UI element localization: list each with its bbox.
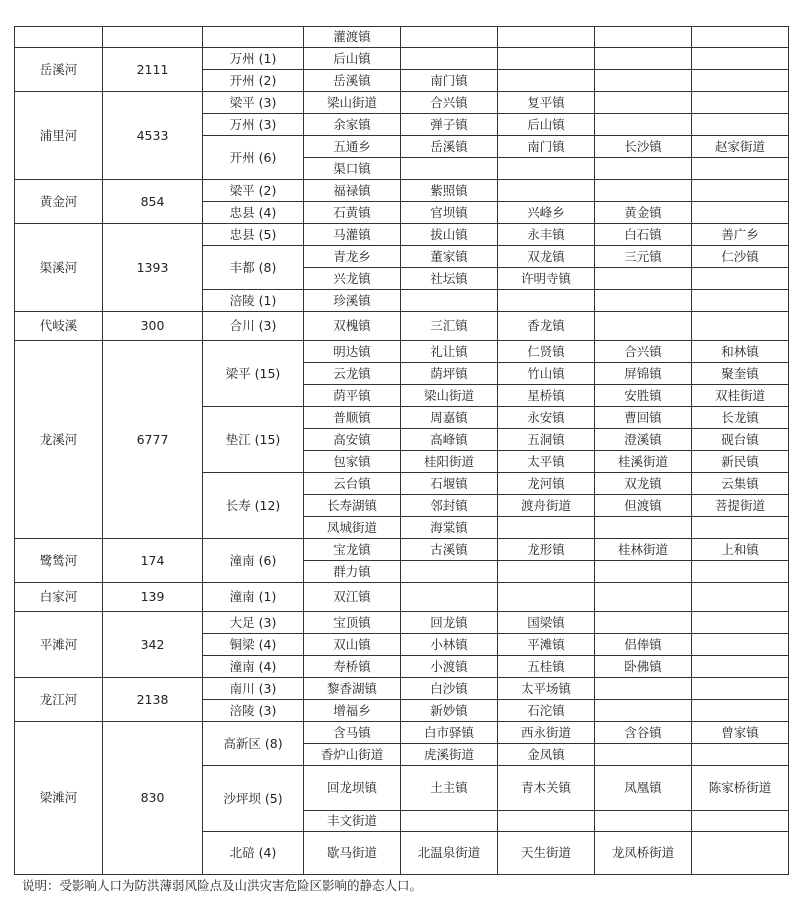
town-cell [692,27,789,48]
river-name-cell: 鹭鸶河 [15,539,103,583]
town-cell [498,48,595,70]
district-cell: 梁平 (2) [203,180,304,202]
town-cell: 社坛镇 [401,268,498,290]
town-cell: 屏锦镇 [595,363,692,385]
town-cell: 赵家街道 [692,136,789,158]
town-cell: 南门镇 [498,136,595,158]
town-cell: 桂溪街道 [595,451,692,473]
town-cell: 兴龙镇 [304,268,401,290]
population-cell [103,27,203,48]
town-cell: 回龙坝镇 [304,766,401,811]
town-cell: 紫照镇 [401,180,498,202]
table-row [15,612,789,634]
town-cell: 岳溪镇 [401,136,498,158]
district-cell: 涪陵 (1) [203,290,304,312]
town-cell: 曾家镇 [692,722,789,744]
town-cell [595,268,692,290]
town-cell: 小林镇 [401,634,498,656]
population-cell: 854 [103,180,203,224]
town-cell: 白石镇 [595,224,692,246]
town-cell [401,290,498,312]
table-row [15,678,789,700]
town-cell [692,312,789,341]
town-cell [595,811,692,832]
town-cell: 但渡镇 [595,495,692,517]
town-cell [692,744,789,766]
town-cell: 长沙镇 [595,136,692,158]
town-cell: 青木关镇 [498,766,595,811]
town-cell [595,92,692,114]
town-cell [595,158,692,180]
town-cell: 礼让镇 [401,341,498,363]
town-cell: 渡舟街道 [498,495,595,517]
town-cell: 永丰镇 [498,224,595,246]
town-cell [692,70,789,92]
river-name-cell: 龙江河 [15,678,103,722]
town-cell: 北温泉街道 [401,832,498,875]
population-cell: 1393 [103,224,203,312]
town-cell [595,290,692,312]
town-cell: 安胜镇 [595,385,692,407]
district-cell: 沙坪坝 (5) [203,766,304,832]
town-cell: 善广乡 [692,224,789,246]
town-cell: 弹子镇 [401,114,498,136]
town-cell [692,656,789,678]
town-cell: 梁山街道 [401,385,498,407]
town-cell: 龙凤桥街道 [595,832,692,875]
town-cell [595,612,692,634]
table-footnote: 说明：受影响人口为防洪薄弱风险点及山洪灾害危险区影响的静态人口。 [22,878,423,893]
town-cell [595,678,692,700]
river-name-cell: 龙溪河 [15,341,103,539]
town-cell: 寿桥镇 [304,656,401,678]
town-cell: 增福乡 [304,700,401,722]
river-name-cell: 浦里河 [15,92,103,180]
town-cell: 虎溪街道 [401,744,498,766]
town-cell: 云台镇 [304,473,401,495]
river-name-cell: 梁滩河 [15,722,103,875]
town-cell: 黎香湖镇 [304,678,401,700]
town-cell [692,290,789,312]
town-cell: 灌渡镇 [304,27,401,48]
town-cell: 白市驿镇 [401,722,498,744]
district-cell: 潼南 (6) [203,539,304,583]
town-cell: 三汇镇 [401,312,498,341]
district-cell: 涪陵 (3) [203,700,304,722]
district-cell: 铜梁 (4) [203,634,304,656]
town-cell: 凤凰镇 [595,766,692,811]
table-row [15,312,789,341]
population-cell: 6777 [103,341,203,539]
table-row [15,583,789,612]
town-cell [401,583,498,612]
town-cell [498,811,595,832]
town-cell: 双山镇 [304,634,401,656]
town-cell [595,27,692,48]
district-cell: 忠县 (4) [203,202,304,224]
district-cell: 梁平 (15) [203,341,304,407]
town-cell: 永安镇 [498,407,595,429]
town-cell: 黄金镇 [595,202,692,224]
town-cell: 白沙镇 [401,678,498,700]
town-cell: 荫平镇 [304,385,401,407]
population-cell: 830 [103,722,203,875]
town-cell [595,583,692,612]
town-cell: 后山镇 [304,48,401,70]
town-cell [498,158,595,180]
affected-towns-table [14,26,789,875]
town-cell: 青龙乡 [304,246,401,268]
table-row [15,539,789,561]
district-cell: 梁平 (3) [203,92,304,114]
district-cell: 潼南 (4) [203,656,304,678]
town-cell: 马灌镇 [304,224,401,246]
river-name-cell [15,27,103,48]
town-cell [498,561,595,583]
town-cell: 聚奎镇 [692,363,789,385]
town-cell [401,27,498,48]
town-cell [692,678,789,700]
town-cell: 五洞镇 [498,429,595,451]
town-cell [595,312,692,341]
town-cell: 平滩镇 [498,634,595,656]
town-cell [498,583,595,612]
district-cell: 开州 (2) [203,70,304,92]
town-cell: 兴峰乡 [498,202,595,224]
district-cell [203,27,304,48]
town-cell: 丰文街道 [304,811,401,832]
town-cell: 卧佛镇 [595,656,692,678]
table-row [15,92,789,114]
town-cell: 石黄镇 [304,202,401,224]
town-cell: 星桥镇 [498,385,595,407]
table-row [15,224,789,246]
town-cell [692,517,789,539]
town-cell: 回龙镇 [401,612,498,634]
town-cell [498,27,595,48]
table-row [15,27,789,48]
town-cell [692,92,789,114]
town-cell: 荫坪镇 [401,363,498,385]
district-cell: 高新区 (8) [203,722,304,766]
town-cell: 歇马街道 [304,832,401,875]
district-cell: 北碚 (4) [203,832,304,875]
town-cell [595,114,692,136]
district-cell: 垫江 (15) [203,407,304,473]
town-cell [692,268,789,290]
town-cell: 云集镇 [692,473,789,495]
town-cell: 竹山镇 [498,363,595,385]
river-name-cell: 白家河 [15,583,103,612]
district-cell: 丰都 (8) [203,246,304,290]
town-cell: 澄溪镇 [595,429,692,451]
town-cell: 普顺镇 [304,407,401,429]
town-cell: 双龙镇 [595,473,692,495]
town-cell: 高峰镇 [401,429,498,451]
town-cell [595,180,692,202]
town-cell [595,700,692,722]
town-cell: 砚台镇 [692,429,789,451]
town-cell [692,811,789,832]
town-cell [401,158,498,180]
town-cell [595,70,692,92]
river-name-cell: 平滩河 [15,612,103,678]
town-cell [498,180,595,202]
town-cell: 后山镇 [498,114,595,136]
town-cell: 龙形镇 [498,539,595,561]
town-cell: 宝顶镇 [304,612,401,634]
town-cell: 土主镇 [401,766,498,811]
town-cell: 双龙镇 [498,246,595,268]
town-cell [692,612,789,634]
district-cell: 万州 (1) [203,48,304,70]
town-cell: 双江镇 [304,583,401,612]
town-cell: 香龙镇 [498,312,595,341]
town-cell: 仁贤镇 [498,341,595,363]
town-cell: 天生街道 [498,832,595,875]
town-cell: 官坝镇 [401,202,498,224]
town-cell: 金凤镇 [498,744,595,766]
table-row [15,48,789,70]
town-cell: 梁山街道 [304,92,401,114]
town-cell [401,561,498,583]
town-cell: 含谷镇 [595,722,692,744]
town-cell [595,744,692,766]
town-cell: 新妙镇 [401,700,498,722]
population-cell: 4533 [103,92,203,180]
town-cell: 拔山镇 [401,224,498,246]
town-cell: 仁沙镇 [692,246,789,268]
town-cell: 太平镇 [498,451,595,473]
town-cell: 小渡镇 [401,656,498,678]
population-cell: 300 [103,312,203,341]
population-cell: 2138 [103,678,203,722]
town-cell: 凤城街道 [304,517,401,539]
town-cell: 余家镇 [304,114,401,136]
town-cell: 太平场镇 [498,678,595,700]
town-cell: 桂林街道 [595,539,692,561]
town-cell: 云龙镇 [304,363,401,385]
table-row [15,180,789,202]
town-cell [692,158,789,180]
town-cell: 含马镇 [304,722,401,744]
town-cell [692,832,789,875]
town-cell: 明达镇 [304,341,401,363]
town-cell: 三元镇 [595,246,692,268]
town-cell: 合兴镇 [401,92,498,114]
district-cell: 潼南 (1) [203,583,304,612]
town-cell [595,48,692,70]
town-cell: 包家镇 [304,451,401,473]
town-cell [595,561,692,583]
town-cell: 桂阳街道 [401,451,498,473]
town-cell: 福禄镇 [304,180,401,202]
table-row [15,341,789,363]
town-cell [498,70,595,92]
district-cell: 合川 (3) [203,312,304,341]
town-cell: 五通乡 [304,136,401,158]
town-cell: 董家镇 [401,246,498,268]
population-cell: 139 [103,583,203,612]
town-cell [692,114,789,136]
town-cell [692,583,789,612]
town-cell [692,48,789,70]
town-cell [692,634,789,656]
town-cell: 长龙镇 [692,407,789,429]
town-cell: 许明寺镇 [498,268,595,290]
district-cell: 开州 (6) [203,136,304,180]
town-cell: 周嘉镇 [401,407,498,429]
river-name-cell: 渠溪河 [15,224,103,312]
town-cell: 双桂街道 [692,385,789,407]
town-cell: 岳溪镇 [304,70,401,92]
town-cell: 宝龙镇 [304,539,401,561]
town-cell: 南门镇 [401,70,498,92]
district-cell: 忠县 (5) [203,224,304,246]
river-name-cell: 黄金河 [15,180,103,224]
town-cell: 香炉山街道 [304,744,401,766]
district-cell: 长寿 (12) [203,473,304,539]
town-cell [692,180,789,202]
town-cell: 合兴镇 [595,341,692,363]
district-cell: 南川 (3) [203,678,304,700]
district-cell: 大足 (3) [203,612,304,634]
town-cell: 石沱镇 [498,700,595,722]
population-cell: 342 [103,612,203,678]
town-cell [401,48,498,70]
town-cell: 古溪镇 [401,539,498,561]
population-cell: 174 [103,539,203,583]
town-cell: 高安镇 [304,429,401,451]
river-name-cell: 岳溪河 [15,48,103,92]
town-cell: 曹回镇 [595,407,692,429]
town-cell [498,517,595,539]
town-cell: 双槐镇 [304,312,401,341]
town-cell: 五桂镇 [498,656,595,678]
town-cell: 新民镇 [692,451,789,473]
town-cell: 珍溪镇 [304,290,401,312]
town-cell: 邻封镇 [401,495,498,517]
town-cell [401,811,498,832]
district-cell: 万州 (3) [203,114,304,136]
town-cell: 侣俸镇 [595,634,692,656]
table-row [15,722,789,744]
river-name-cell: 代岐溪 [15,312,103,341]
town-cell: 群力镇 [304,561,401,583]
town-cell [692,561,789,583]
town-cell [498,290,595,312]
town-cell: 龙河镇 [498,473,595,495]
town-cell: 石堰镇 [401,473,498,495]
town-cell: 菩提街道 [692,495,789,517]
town-cell [692,202,789,224]
town-cell [692,700,789,722]
town-cell: 海棠镇 [401,517,498,539]
town-cell: 上和镇 [692,539,789,561]
town-cell: 陈家桥街道 [692,766,789,811]
town-cell: 复平镇 [498,92,595,114]
town-cell: 国梁镇 [498,612,595,634]
town-cell: 渠口镇 [304,158,401,180]
town-cell [595,517,692,539]
town-cell: 西永街道 [498,722,595,744]
town-cell: 长寿湖镇 [304,495,401,517]
town-cell: 和林镇 [692,341,789,363]
population-cell: 2111 [103,48,203,92]
